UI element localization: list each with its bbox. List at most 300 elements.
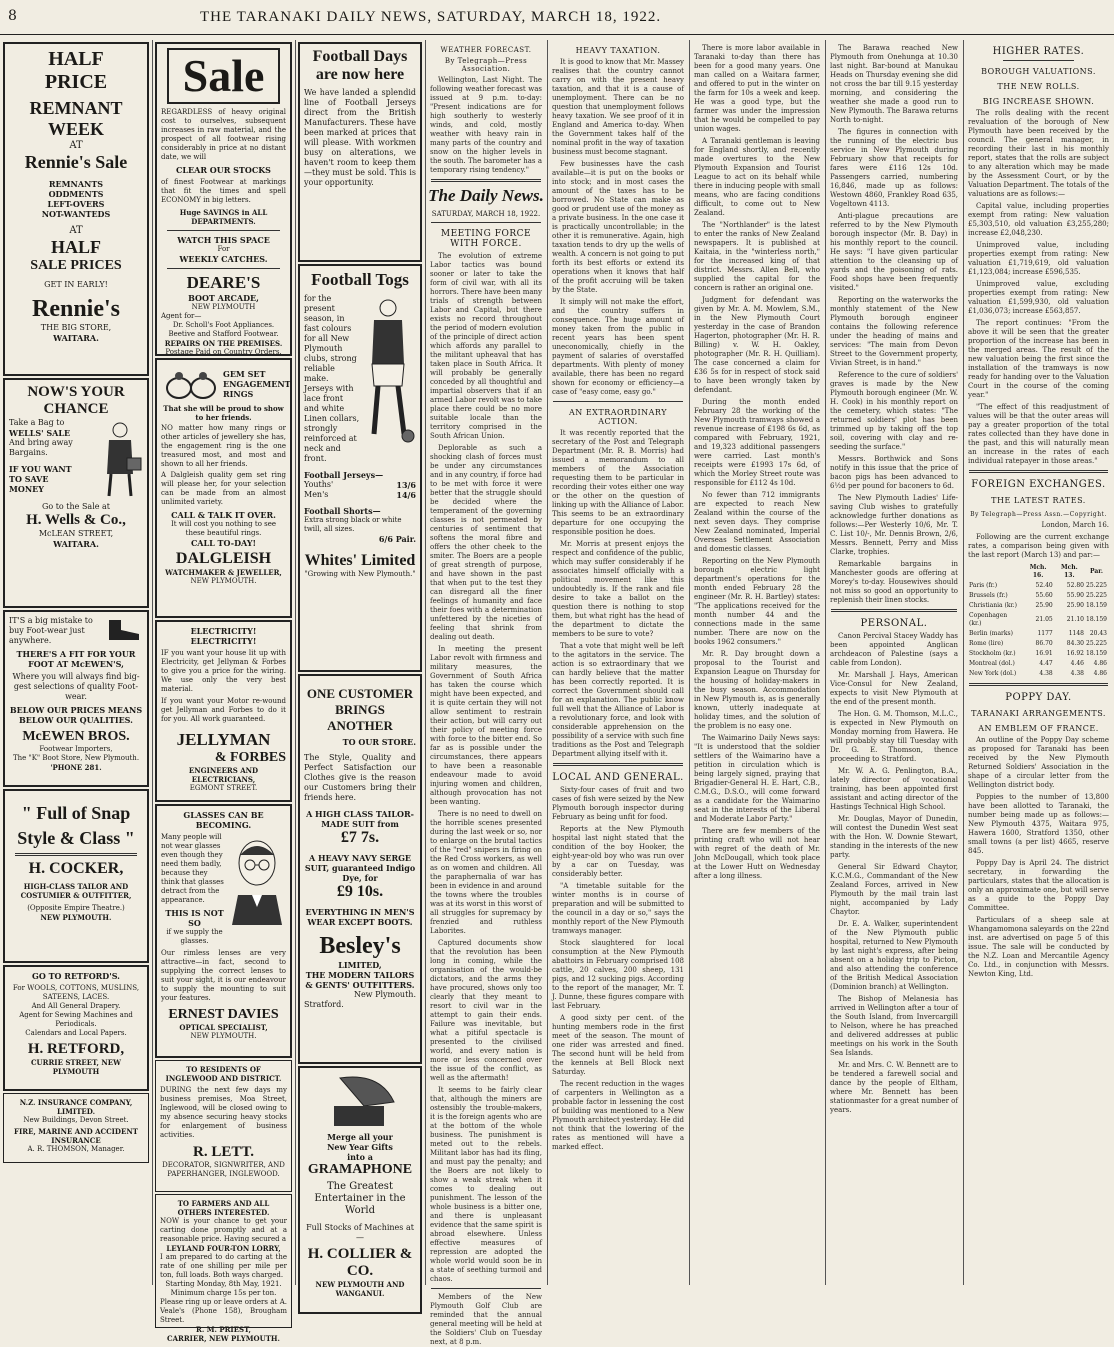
- ad-line: FIRE, MARINE AND ACCIDENT INSURANCE: [14, 1127, 138, 1145]
- article-subheading: THE LATEST RATES.: [991, 496, 1086, 505]
- ad-line: (Opposite Empire Theatre.): [27, 904, 125, 912]
- table-row: [968, 591, 1108, 601]
- ad-line: WATCH THIS SPACE: [177, 235, 270, 245]
- table-cell: 25.225: [1086, 592, 1107, 599]
- paragraph: An outline of the Poppy Day scheme as proposed for Taranaki has been received by the New Plymouth Returned Soldiers' Association in the shape of a circular letter from the Wellington district body.: [968, 736, 1109, 789]
- article-heading: PERSONAL.: [860, 618, 928, 629]
- ad-line: That she will be proud to show to her friends.: [163, 404, 284, 422]
- ad-body: REGARDLESS of heavy original cost to ourselves, subsequent increases in raw material, and the prospect of all footwear rising considerably in price at no distant date, we will: [161, 108, 286, 161]
- ad-line: ENGINEERS AND ELECTRICIANS,: [188, 766, 259, 784]
- ad-line: 'PHONE 281.: [50, 763, 102, 772]
- ad-line: into a: [347, 1152, 373, 1162]
- paragraph: Canon Percival Stacey Waddy has been appointed Anglican archdeacon of Palestine (says a cable from London).: [830, 632, 958, 667]
- ad-headline: GLASSES CAN BE BECOMING.: [183, 810, 264, 830]
- table-row: [968, 639, 1108, 649]
- ad-line: NEW PLYMOUTH AND WANGANUI.: [315, 1280, 405, 1298]
- ad-body: Our rimless lenses are very attractive—in fact, second to supplying the correct lenses to suit your sight, it is our endeavour to supply the mounting to suit your features.: [161, 949, 286, 1002]
- advertiser-name: H. COLLIER & CO.: [307, 1246, 413, 1279]
- paragraph: Unimproved value, including properties exempt from rating: New valuation £1,719,619, old valuation £1,123,084; increase £596,535.: [968, 241, 1109, 276]
- paragraph: The rolls dealing with the recent revaluation of the borough of New Plymouth have been received by the council. The general manager, in recording their last in his monthly report, states that the rolls are subject to any alteration which may be made by the Assessment Court, or by the Valuation Department. The totals of the valuations are as follows:—: [968, 109, 1109, 198]
- column-header: Par.: [1090, 568, 1103, 575]
- advertiser-name: Whites' Limited: [304, 552, 416, 569]
- paragraph: Remarkable bargains in Manchester goods are offering at Morey's to-day. Housewives should not miss so good an opportunity to replenish their linen stocks.: [830, 560, 958, 604]
- ad-line: World: [345, 1205, 375, 1216]
- ad-line: Extra strong black or white twill, all sizes.: [304, 516, 402, 533]
- table-cell: 52.80: [1066, 582, 1084, 589]
- table-cell: 25.225: [1086, 582, 1107, 589]
- table-row: [968, 601, 1108, 611]
- table-cell: 52.40: [1035, 582, 1053, 589]
- ad-line: WEEK: [47, 119, 104, 139]
- ad-line: IF YOU WANT: [9, 464, 72, 474]
- table-cell: 55.90: [1066, 592, 1084, 599]
- ad-line: WAITARA.: [53, 333, 99, 343]
- column-header: Mch. 16.: [1029, 564, 1047, 579]
- poppy-day-article: [963, 736, 1114, 979]
- ad-line: ENGAGEMENT: [223, 379, 291, 389]
- ad-line: Footwear Importers,: [39, 745, 113, 753]
- ad-line: LEYLAND FOUR-TON LORRY,: [166, 1244, 281, 1253]
- table-cell: Brussels (fr.): [969, 592, 1008, 599]
- ad-headline: Sale: [167, 48, 280, 104]
- club-notice: Members of the New Plymouth Golf Club are reminded that the annual general meeting will be held at the Soldiers' Club on Tuesday next, at 8 p.m.: [430, 1293, 542, 1346]
- paragraph: General Sir Edward Chaytor, K.C.M.G., Commandant of the New Zealand Forces, arrived in New Plymouth by the mail train last night, accompanied by Lady Chaytor.: [830, 863, 958, 916]
- ad-line: Full Stocks of Machines at—: [306, 1223, 414, 1242]
- article-heading: HEAVY TAXATION.: [575, 46, 661, 55]
- ernest-davies-optical-ad: [155, 804, 292, 1058]
- priest-carrier-ad: [155, 1194, 292, 1343]
- ad-line: TO SAVE: [9, 474, 49, 484]
- besleys-tailor-ad: [298, 674, 422, 1064]
- ad-line: Agent for Sewing Machines and Periodicals.: [19, 1011, 133, 1028]
- paragraph: It was recently reported that the secretary of the Post and Telegraph Department (Mr. R. B. Morris) had issued a memorandum to all members of the Association requesting them to be particular in recording their votes either one way or the other on the question of linking up with the Alliance of Labor. This seems to be an extraordinary departure for one occupying the responsible position he does.: [552, 429, 684, 536]
- paragraph: The Waimarino Daily News says: "It is understood that the soldier settlers of the Waimarino have a petition in circulation which is being largely signed, praying that Brigadier-General H. E. Hart, C.B., C.M.G., D.S.O., will come forward as a candidate for the Waimarino seat in the interests of the Liberal and Moderate Labor Party.": [694, 734, 820, 823]
- paragraph: The Barawa reached New Plymouth from Onehunga at 10.30 last night. Bar-bound at Manukau Heads on Thursday evening she did not cross the bar till 9.15 yesterday morning, and considering the weather she made a good run to New Plymouth. The Barawa returns North to-night.: [830, 44, 958, 124]
- extraordinary-action-article: [547, 429, 689, 759]
- ad-headline: ELECTRICITY! ELECTRICITY!: [190, 626, 257, 646]
- ad-headline: Style & Class ": [17, 828, 135, 848]
- ad-line: "Growing with New Plymouth.": [304, 570, 416, 578]
- page-number: 8: [8, 8, 18, 24]
- ad-line: It will cost you nothing to see these beautiful rings.: [170, 520, 277, 537]
- football-days-ad: [298, 42, 422, 262]
- column-1: [0, 40, 153, 1285]
- ad-line: DECORATOR, SIGNWRITER, AND PAPERHANGER, INGLEWOOD.: [162, 1161, 285, 1178]
- ad-line: Where you will always find big-gest selections of quality Foot-wear.: [12, 672, 140, 701]
- paragraph: "The effect of this readjustment of values will be that the outer areas will pay a greater proportion of the total rates collected than they have done in the past, and this will naturally mean an increase in the rates of each individual ratepayer in those areas.": [968, 403, 1109, 465]
- table-cell: 4.38: [1070, 670, 1084, 677]
- section-subheading: By Telegraph—Press Association.: [444, 57, 528, 73]
- ad-headline: BRINGS: [335, 702, 385, 717]
- ad-line: TO OUR STORE.: [342, 737, 416, 747]
- table-cell: 16.91: [1035, 650, 1053, 657]
- ad-headline: " Full of Snap: [21, 803, 131, 823]
- paragraph: Captured documents show that the revolution has been long in coming, while the organisation of the would-be dictators, and the arms they have procured, shows only too clearly that they meant to resort to civil war in the attempt to gain their ends. Failure was inevitable, but what a pitiful spectacle is presented to the civilised world, and every nation is more or less concerned over the issue of the conflict, as well as the aftermath!: [430, 939, 542, 1082]
- nz-insurance-ad: [3, 1093, 149, 1163]
- ad-line: HIGH-CLASS TAILOR AND COSTUMIER & OUTFITTER,: [20, 882, 132, 900]
- paragraph: Mr. Douglas, Mayor of Dunedin, will contest the Dunedin West seat with the Hon. W. Downie Stewart, standing in the interests of the new party.: [830, 815, 958, 859]
- jellyman-forbes-ad: [155, 620, 292, 802]
- ad-headline: GO TO RETFORD'S.: [32, 971, 120, 981]
- paragraph: There are few members of the printing craft who will not hear with regret of the death of Mr. John McDougall, which took place at the Lower Hutt on Wednesday after a long illness.: [694, 827, 820, 880]
- advertiser-name: JELLYMAN: [176, 730, 271, 749]
- table-cell: Christiania (kr.): [969, 602, 1017, 609]
- ad-line: Football Shorts—: [304, 506, 381, 516]
- weather-text: Wellington, Last Night. The following weather forecast was issued at 9 p.m. to-day: "Present indications are for high southerly to westerly winds, and cold, mostly weather with heavy rain in many parts of the country and snow on the higher levels in the south. The barometer has a temporary rising tendency.": [430, 76, 542, 174]
- ad-line: WATCHMAKER & JEWELLER,: [165, 568, 282, 577]
- price-value: £7 7s.: [340, 829, 380, 846]
- ad-line: CURRIE STREET, NEW PLYMOUTH: [30, 1058, 122, 1076]
- ad-line: TO RESIDENTS OF: [186, 1065, 261, 1074]
- ad-line: Merge all your: [327, 1132, 393, 1142]
- advertiser-name: DEARE'S: [186, 273, 261, 292]
- table-cell: Berlin (marks): [969, 630, 1013, 637]
- column-4: [425, 40, 548, 1346]
- article-subheading: BOROUGH VALUATIONS.: [981, 67, 1096, 76]
- ad-body: NOW is your chance to get your carting done promptly and at a reasonable price. Having secured a: [160, 1217, 287, 1243]
- ad-line: Agent for—: [161, 312, 202, 320]
- paragraph: Poppies to the number of 13,800 have been allotted to Taranaki, the number being made up as follows:—New Plymouth 4375, Waitara 975, Hawera 1600, Stratford 1350, other small towns (a per list) 4665, reserve 845.: [968, 793, 1109, 855]
- ad-line: A HEAVY NAVY SERGE SUIT, guaranteed Indigo Dye, for: [304, 853, 416, 883]
- ad-body: We have landed a splendid line of Football Jerseys direct from the British Manufacturers. These have been marked at prices that will please. With workmen busy on alterations, we haven't room to keep them—they must be sold. This is your opportunity.: [304, 88, 416, 187]
- ad-line: New Buildings, Devon Street.: [23, 1116, 129, 1124]
- ad-headline: N.Z. INSURANCE COMPANY, LIMITED.: [19, 1098, 133, 1116]
- ad-headline: Football Togs: [311, 270, 409, 289]
- paragraph: The figures in connection with the running of the electric bus service in New Plymouth during February show that receipts for fares were £116 12s 10d. Passengers carried, numbering 16,846, made up as follows: Westown 4860, Frankley Road 635, Vogeltown 4113.: [830, 128, 958, 208]
- footballer-illustration: [360, 294, 416, 444]
- ad-line: REPAIRS ON THE PREMISES.: [164, 339, 283, 348]
- table-cell: 1148: [1068, 630, 1084, 637]
- advertiser-name: R. M. PRIEST,: [196, 1325, 251, 1334]
- ad-line: The "K" Boot Store, New Plymouth.: [12, 754, 140, 762]
- ad-line: Bargains.: [9, 448, 48, 457]
- column-6: [689, 40, 826, 1285]
- ad-line: Dr. Scholl's Foot Appliances. Beetive and Stafford Footwear.: [168, 321, 279, 338]
- column-3: [295, 40, 426, 1298]
- page-header-title: THE TARANAKI DAILY NEWS, SATURDAY, MARCH 18, 1922.: [200, 9, 662, 25]
- ad-line: WEEKLY CATCHES.: [179, 254, 268, 264]
- paragraph: Anti-plague precautions are referred to by the New Plymouth borough inspector (Mr. B. Day) in his monthly report to the council. He says: "I have given particular attention to the cleansing up of yards and the poisoning of rats. Food shops have been frequently visited.": [830, 212, 958, 292]
- ad-line: CHANCE: [43, 401, 109, 417]
- ad-line: HALF: [50, 237, 101, 257]
- column-2: [152, 40, 296, 1343]
- ad-line: HALF: [48, 48, 104, 70]
- paragraph: Deplorable as such a shocking clash of forces must be under any circumstances and in any country, if force had to be met with force it were better that the struggle should be decided where the temperament of the governing classes is not permeated by centuries of sentiment that softens the moral fibre and offers the other cheek to the smiter. The Boers are a people of great strength of purpose, and have shown in the past that when put to the test they can disregard all the finer feelings of humanity and face their foes with a determination unfettered by the niceties of feeling that shrink from dealing out death.: [430, 444, 542, 641]
- paragraph: Mr. Marshall J. Hays, American Vice-Consul for New Zealand, expects to visit New Plymouth at the end of the present month.: [830, 671, 958, 706]
- paragraph: Reference to the cure of soldiers' graves is made by the New Plymouth borough engineer (Mr. W. H. Cook) in his monthly report on the cemetery, which states: "The returned soldiers' plot has been trimmed up by taking off the top soil, covering with clay and re-seeding the surface.": [830, 371, 958, 451]
- paragraph: Messrs. Borthwick and Sons notify in this issue that the price of bacon pigs has been advanced to 6½d per pound for baconers to 6d.: [830, 455, 958, 490]
- table-header-row: [968, 563, 1108, 581]
- article-subheading: THE NEW ROLLS.: [997, 82, 1080, 91]
- boot-icon: [103, 616, 143, 642]
- paragraph: "A timetable suitable for the winter months is in course of preparation and will be submitted to the council in a day or so," says the monthly report of the New Plymouth tramways manager.: [552, 882, 684, 935]
- ad-headline: ONE CUSTOMER: [306, 686, 414, 701]
- table-row: [968, 611, 1108, 629]
- table-cell: 4.38: [1039, 670, 1053, 677]
- ad-line: For WOOLS, COTTONS, MUSLINS, SATEENS, LACES.: [12, 984, 140, 1001]
- advertiser-name: R. LETT.: [193, 1144, 254, 1160]
- paragraph: Sixty-four cases of fruit and two cases of fish were seized by the New Plymouth borough inspector during February as being unfit for food.: [552, 786, 684, 821]
- table-row: [968, 669, 1108, 679]
- table-cell: 1177: [1037, 630, 1053, 637]
- advertiser-name: Besley's: [319, 933, 401, 959]
- paragraph: It simply will not make the effort, and the country suffers in consequence. The huge amount of money taken from the public in recent years has been spent uneconomically, chiefly in the payment of salaries of overstaffed departments. With plenty of money available, there has been no regard shown for economy or efficiency—a case of "easy come, easy go.": [552, 298, 684, 396]
- ad-line: BOOT ARCADE,: [188, 293, 259, 303]
- column-5: [547, 40, 690, 1285]
- price-row: [304, 480, 416, 490]
- editorial-article: [425, 252, 547, 1284]
- ad-line: CARRIER, NEW PLYMOUTH.: [167, 1334, 280, 1343]
- ad-line: PRICE: [44, 71, 108, 93]
- table-cell: Paris (fr.): [969, 582, 998, 589]
- table-cell: Montreal (dol.): [969, 660, 1015, 667]
- ad-line: NEW PLYMOUTH.: [40, 913, 112, 922]
- table-cell: 55.60: [1035, 592, 1053, 599]
- exchange-intro: London, March 16. Following are the current exchange rates, a comparison being given with the last report (March 13) and par:—: [968, 521, 1109, 559]
- table-cell: 25.90: [1066, 602, 1084, 609]
- rennie-sale-ad: [3, 42, 149, 376]
- ad-line: Take a Bag to: [9, 418, 65, 427]
- paragraph: Dr. E. A. Walker, superintendent of the New Plymouth public hospital, returned to New Plymouth by last night's express, after being absent on a holiday trip to Picton, and also attending the conference of the British Medical Association (Dominion branch) at Wellington.: [830, 920, 958, 991]
- table-cell: 20.43: [1089, 630, 1107, 637]
- masthead: [0, 0, 1114, 35]
- ad-line: THE BIG STORE,: [40, 323, 112, 332]
- article-heading: LOCAL AND GENERAL.: [552, 772, 684, 783]
- table-cell: 16.92: [1066, 650, 1084, 657]
- paragraph: The Hon. G. M. Thomson, M.L.C., is expected in New Plymouth on Monday morning from Hawera. He will probably stay till Tuesday with Dr. G. E. Thomson, thence proceeding to Stratford.: [830, 710, 958, 763]
- ad-line: CALL & TALK IT OVER.: [171, 510, 276, 520]
- advertiser-name: DALGLEISH: [175, 550, 272, 567]
- table-cell: Copenhagen (kr.): [969, 612, 1008, 627]
- r-lett-decorator-ad: [155, 1060, 292, 1192]
- paragraph: The evolution of extreme Labor tactics was bound sooner or later to take the form of civil war, with all its horrors. There have been many trials of strength between Labor and Capital, but there exists no record throughout the period of modern evolution of the principle of direct action which affords any parallel to the militant upheaval that has taken place in South Africa. It will probably be generally conceded by all thoughtful and impartial observers that if an armed Labor revolt was to take place there could be no more suitable locale than the territory comprised in the South African Union.: [430, 252, 542, 440]
- local-general-article: [547, 786, 689, 1152]
- paragraph: Few businesses have the cash available—it is put on the books or into stock; and in most cases the amount of the taxes has to be borrowed. No State can make as good or prudent use of the money as a private business. In the one case it is practically uncontrollable; in the other it is remunerative. Again, high taxation tends to dry up the wells of wealth. A concern is not going to put forth its best efforts or extend its operations when it knows that half of the profit accruing will be taken by the State.: [552, 160, 684, 294]
- ad-line: WELLS' SALE: [9, 428, 71, 438]
- ad-body: Please ring up or leave orders at A. Veale's (Phone 158), Brougham Street.: [160, 1298, 287, 1324]
- borough-valuations-article: [963, 109, 1114, 466]
- ad-line: CLEAR OUR STOCKS: [176, 165, 271, 175]
- ad-line: A HIGH CLASS TAILOR-MADE SUIT from: [306, 809, 414, 829]
- column-7: [825, 40, 964, 1285]
- personal-column: [825, 632, 963, 1115]
- ad-line: A. R. THOMSON, Manager.: [27, 1145, 125, 1153]
- price-value: 6/6 Pair.: [378, 534, 416, 544]
- paragraph: Mr. W. A. G. Penlington, B.A., lately director of vocational training, has been appointed first assistant and acting director of the Hastings Technical High School.: [830, 767, 958, 811]
- paragraph: There is more labor available in Taranaki to-day than there has been for a good many years. One man called on a Waitara farmer, and offered to put in the winter on the farm for 10s a week and keep. He was a good type, but the farmer was under the impression that he would be compelled to pay union wages.: [694, 44, 820, 133]
- retford-drapery-ad: [3, 965, 149, 1091]
- table-cell: Stockholm (kr.): [969, 650, 1016, 657]
- gramophone-illustration: [320, 1072, 400, 1128]
- section-heading: WEATHER FORECAST.: [440, 46, 532, 54]
- ad-line: Huge SAVINGS in ALL DEPARTMENTS.: [179, 208, 268, 226]
- paragraph: The New Plymouth Ladies' Life-saving Club wishes to gratefully acknowledge further donations as follows:—Per Westerly 10/6, Mr. T. C. List 10/-, Mr. Dennis Brown, 2/6, Messrs. Bennett, Perry and Miss Clarke, trophies.: [830, 494, 958, 556]
- ad-line: CALL TO-DAY!: [190, 538, 257, 548]
- paragraph: Particulars of a sheep sale at Whangamomona saleyards on the 22nd inst. are advertised on page 5 of this issue. The sale will be conducted by the N.Z. Loan and Mercantile Agency Co. Ltd., in conjunction with Messrs. Newton King, Ltd.: [968, 916, 1109, 978]
- paragraph: A good sixty per cent. of the hunting members rode in the first meet of the season. The mount of one rider was arrested and fined. The second hunt will be held from the kennels at Bell Block next Saturday.: [552, 1014, 684, 1076]
- ad-line: NEW PLYMOUTH.: [190, 577, 257, 585]
- article-heading: POPPY DAY.: [1005, 692, 1072, 703]
- article-heading: HIGHER RATES.: [992, 46, 1085, 57]
- ad-line: OPTICAL SPECIALIST,: [179, 1023, 268, 1032]
- paragraph: Capital value, including properties exempt from rating: New valuation £5,303,510, old valuation £3,255,280; increase £2,048,230.: [968, 202, 1109, 237]
- table-cell: New York (dol.): [969, 670, 1017, 677]
- ad-line: MONEY: [9, 484, 44, 494]
- ad-headline: GRAMAPHONE: [307, 1162, 413, 1177]
- ad-body: If you want your Motor re-wound get Jellyman and Forbes to do it for you. All work guaranteed.: [161, 697, 286, 723]
- ad-line: INGLEWOOD AND DISTRICT.: [165, 1074, 282, 1083]
- table-cell: 4.46: [1070, 660, 1084, 667]
- ad-line: New Plymouth.: [353, 990, 416, 999]
- mcewen-footwear-ad: [3, 610, 149, 787]
- article-subheading: By Telegraph—Press Assn.—Copyright.: [970, 511, 1107, 518]
- ad-line: IT'S a big mistake to buy Foot-wear just anywhere.: [9, 616, 93, 645]
- ad-line: Stratford.: [304, 1000, 344, 1009]
- paragraph: Judgment for defendant was given by Mr. A. M. Mowlem, S.M., in the New Plymouth Court yesterday in the case of Brandon Hagerton, photographer (Mr. H. R. Billing) v. W. H. Oakley, photographer (Mr. R. H. Quilliam). The case concerned a claim for £36 5s for in respect of stock said to have been wrongly taken by defendant.: [694, 296, 820, 394]
- paragraph: The report continues: "From the above it will be seen that the greater proportion of the increase has been in the merged areas. The result of the new valuation being the first since the installation of the tramways is now ready for handing over to the Valuation Court in the course of the coming year.": [968, 319, 1109, 399]
- ad-line: AT: [69, 225, 83, 236]
- ad-line: BELOW OUR PRICES MEANS BELOW OUR QUALITIES.: [9, 705, 143, 725]
- ad-line: & FORBES: [214, 750, 286, 765]
- ad-body: Many people will not wear glasses even though they need them badly, because they think that glasses detract from the appearance.: [161, 833, 224, 904]
- article-heading: FOREIGN EXCHANGES.: [971, 479, 1106, 490]
- paragraph: Unimproved value, excluding properties exempt from rating: New valuation £1,599,930, old valuation £1,036,073; increase £563,857.: [968, 280, 1109, 315]
- ad-line: EVERYTHING IN MEN'S WEAR EXCEPT BOOTS.: [305, 907, 415, 927]
- ad-line: THE MODERN TAILORS & GENTS' OUTFITTERS.: [305, 970, 415, 990]
- table-cell: 4.86: [1093, 660, 1107, 667]
- price-label: Youths': [304, 480, 334, 489]
- exchange-rates-table: [968, 563, 1108, 679]
- ad-line: THIS IS NOT SO: [165, 908, 224, 928]
- dalgleish-rings-ad: [155, 358, 292, 618]
- paragraph: A Taranaki gentleman is leaving for England shortly, and recently made overtures to the New Plymouth Expansion and Tourist League to act on its behalf while there in inducing people with small means, who are facing conditions difficult, to come out to New Zealand.: [694, 137, 820, 217]
- ad-line: Calendars and Local Papers.: [25, 1029, 127, 1037]
- ad-line: THERE'S A FIT FOR YOUR FOOT AT McEWEN'S,: [16, 649, 136, 669]
- price-value: 13/6: [396, 480, 416, 490]
- paragraph: The recent reduction in the wages of carpenters in Wellington as a probable factor in lessening the cost of building was mentioned to a New Plymouth architect yesterday. He did not think that the lowering of the rates as mentioned will have a marked effect.: [552, 1080, 684, 1151]
- ad-line: NEW PLYMOUTH.: [190, 1032, 257, 1040]
- ad-body: The Style, Quality and Perfect Satisfaction our Clothes give is the reason our Customers bring their friends here.: [304, 753, 416, 802]
- advertiser-name: ERNEST DAVIES: [168, 1007, 279, 1022]
- ad-line: And All General Drapery.: [31, 1002, 121, 1010]
- ad-line: Minimum charge 15s per ton.: [170, 1289, 277, 1297]
- local-news-continued: [689, 44, 825, 881]
- ad-body: DURING the next few days my business premises, Moa Street, Inglewood, will be closed owing to my absence securing heavy stocks for enlargement of business activities.: [160, 1086, 287, 1139]
- ad-body: I am prepared to do carting at the rate of one shilling per mile per ton, full loads. Both ways charged.: [160, 1253, 287, 1279]
- paragraph: No fewer than 712 immigrants are expected to reach New Zealand within the course of the next seven days. They comprise New Zealand nominated, Imperial Overseas Settlement Association and domestic classes.: [694, 491, 820, 553]
- shipping-local-news: [825, 44, 963, 605]
- ad-line: Starting Monday, 8th May, 1921.: [165, 1280, 282, 1288]
- table-row: [968, 659, 1108, 669]
- ad-headline: Football Days: [312, 48, 408, 65]
- column-header: [968, 563, 1022, 581]
- table-cell: 25.90: [1035, 602, 1053, 609]
- ad-line: REMNANT: [29, 98, 123, 118]
- table-cell: Rome (lire): [969, 640, 1004, 647]
- table-row: [968, 581, 1108, 591]
- ad-line: Go to the Sale at: [41, 502, 111, 511]
- article-heading: MEETING FORCE WITH FORCE.: [440, 229, 532, 249]
- ad-line: SALE PRICES: [30, 258, 122, 273]
- column-header: Mch. 13.: [1060, 564, 1078, 579]
- ad-line: AT: [69, 140, 83, 151]
- ad-line: Postage Paid on Country Orders.: [165, 348, 282, 356]
- deare-sale-ad: [155, 42, 292, 356]
- paragraph: Reports at the New Plymouth hospital last night stated that the condition of the boy Hooker, the eight-year-old boy who was run over by a car on Tuesday, was considerably better.: [552, 825, 684, 878]
- ad-headline: Rennie's Sale: [24, 152, 128, 172]
- ad-line: The Greatest: [327, 1181, 393, 1192]
- ad-line: NOW'S YOUR: [27, 384, 125, 400]
- price-value: 14/6: [396, 490, 416, 500]
- collier-gramaphone-ad: [298, 1066, 422, 1314]
- price-value: £9 10s.: [336, 883, 384, 900]
- ad-line: For: [217, 245, 230, 253]
- cocker-tailor-ad: [3, 789, 149, 963]
- table-cell: 18.159: [1086, 650, 1107, 657]
- advertiser-name: H. COCKER,: [28, 860, 124, 877]
- paragraph: The Bishop of Melanesia has arrived in Wellington after a tour of the South Island, from Invercargill to Nelson, where he has preached and delivered addresses at public meetings on his work in the South Sea Islands.: [830, 995, 958, 1057]
- ad-line: if we supply the glasses.: [166, 928, 223, 945]
- paragraph: It is good to know that Mr. Massey realises that the country cannot carry on with the present heavy taxation, and that it is a cause of unemployment. There can be no question that unemployment follows heavy taxation. We see proof of it in England and America to-day. When the Government takes half of the nominal profit in the way of taxation business must become stagnant.: [552, 58, 684, 156]
- advertiser-name: McEWEN BROS.: [22, 729, 130, 744]
- advertiser-name: H. RETFORD,: [27, 1041, 125, 1057]
- table-cell: 84.30: [1066, 640, 1084, 647]
- table-cell: 21.05: [1035, 616, 1053, 623]
- table-cell: 18.159: [1086, 616, 1107, 623]
- table-cell: 21.10: [1066, 616, 1084, 623]
- table-row: [968, 629, 1108, 639]
- table-cell: 4.86: [1093, 670, 1107, 677]
- heavy-taxation-article: [547, 58, 689, 397]
- whites-football-togs-ad: [298, 264, 422, 672]
- price-label: Men's: [304, 490, 329, 499]
- ad-line: Entertainer in the: [314, 1193, 406, 1204]
- paragraph: Mr. Morris at present enjoys the respect and confidence of the public, which may suffer considerably if he associates himself officially with a political movement like this undoubtedly is. If the rank and file desire to take a ballot on the question there is nothing to stop them, but what right has the head of the department to dictate the members to be sure to vote?: [552, 540, 684, 638]
- ad-body: NO matter how many rings or other articles of jewellery she has, the engagement ring is the one treasured most, and most and shown to all her friends.: [161, 424, 286, 468]
- paragraph: Mr. R. Day brought down a proposal to the Tourist and Expansion League on Thursday for the housing of holiday-makers in the busy season. Accommodation in New Plymouth is, as is generally known, utterly inadequate at holiday times, and the solution of the problem is no easy one.: [694, 650, 820, 730]
- table-cell: 4.47: [1039, 660, 1053, 667]
- price-row: [304, 490, 416, 500]
- ad-headline: ANOTHER: [327, 718, 393, 733]
- ad-line: GET IN EARLY!: [44, 280, 108, 289]
- table-cell: 25.225: [1086, 640, 1107, 647]
- ad-headline: are now here: [315, 66, 405, 83]
- paragraph: Mr. and Mrs. C. W. Bennett are to be tendered a farewell social and dance by the people of Eltham, where Mr. Bennett has been stationmaster for a great number of years.: [830, 1061, 958, 1114]
- ad-body: for the present season, in fast colours for all New Plymouth clubs, strong reliable make. Jerseys with lace front and white Linen collars, strongly reinforced at neck and front.: [304, 294, 360, 463]
- paragraph: In meeting the present Labor revolt with firmness and military measures, the Government of South Africa has taken the course which might have been expected, and it is quite certain they will not allow sentiment to restrain their action, but will carry out their policy of meeting force with force to the bitter end. So far as is possible under the circumstances, there appears to have been a reasonable endeavour made to avoid injuring women and children, although provocation has not been wanting.: [430, 645, 542, 806]
- ad-line: LIMITED,: [338, 960, 382, 970]
- dateline: SATURDAY, MARCH 18, 1922.: [431, 210, 541, 218]
- ad-line: GEM SET: [223, 369, 266, 379]
- man-with-glasses-illustration: [228, 833, 286, 925]
- paragraph: There is no need to dwell on the horrible scenes presented during the last week or so, nor to enlarge on the brutal tactics of the "red" snipers in firing on the Red Cross workers, as well as on women and children. All the paraphernalia of war has been in evidence in and around the towns where the troubles was at its worst in this worst of all struggles for supremacy by frenzied and ruthless Laborites.: [430, 810, 542, 935]
- ad-line: New Year Gifts: [327, 1142, 393, 1152]
- paragraph: Reporting on the waterworks the monthly statement of the New Plymouth borough engineer contains the following reference under the heading of mains and services: "The main from Devon Street to the Government property, Vivian Street, is in hand.": [830, 296, 958, 367]
- paragraph: Stock slaughtered for local consumption at the New Plymouth abattoirs in February comprised 108 cattle, 20 calves, 200 sheep, 131 pigs, and 12 sucking pigs. According to the report of the manager, Mr. T. J. Dunne, these figures compare with last February.: [552, 939, 684, 1010]
- ad-line: RINGS: [223, 389, 254, 399]
- table-cell: 86.70: [1035, 640, 1053, 647]
- rings-illustration: [161, 364, 223, 404]
- wells-sale-ad: [3, 378, 149, 608]
- ad-body: A Dalgleish quality gem set ring will please her, for your selection can be made from an almost unlimited variety.: [161, 471, 286, 506]
- ad-line: Football Jerseys—: [304, 470, 384, 480]
- paragraph: During the month ended February 28 the working of the New Plymouth tramways showed a revenue increase of £198 6s 6d, as compared with February, 1921, and 19,323 additional passengers were carried. Last month's receipts were £1993 17s 6d, of which the Morley Street route was responsible for £112 4s 10d.: [694, 398, 820, 487]
- advertiser-name: H. Wells & Co.,: [26, 512, 126, 528]
- ad-line: NEW PLYMOUTH: [191, 303, 256, 311]
- ad-line: WAITARA.: [53, 539, 99, 549]
- ad-body: IF you want your house lit up with Electricity, get Jellyman & Forbes to give you a price for the wiring. We use only the very best material.: [161, 649, 286, 693]
- paper-nameplate: The Daily News.: [428, 186, 544, 205]
